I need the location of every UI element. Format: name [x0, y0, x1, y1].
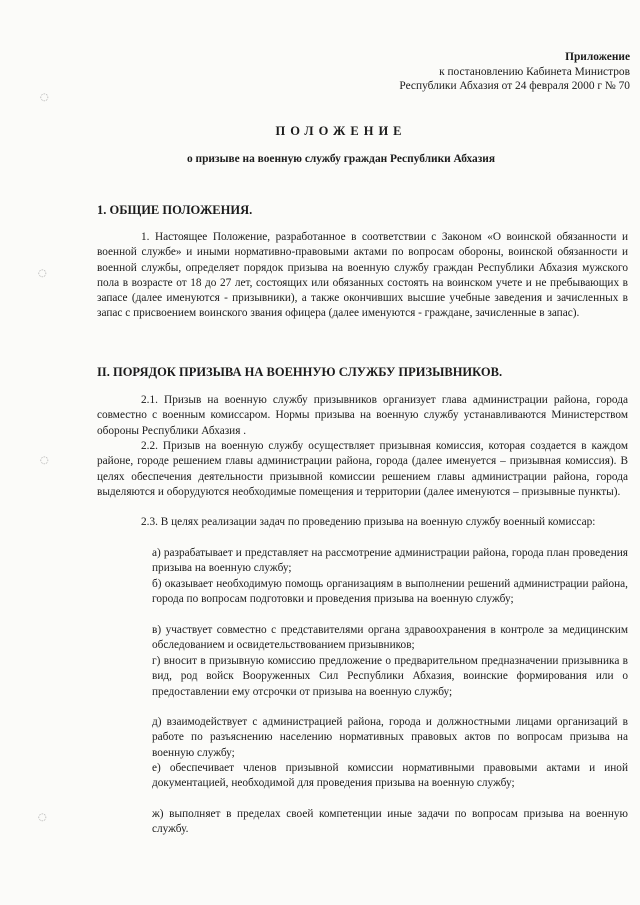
- margin-hole-mark: ◌: [38, 268, 47, 279]
- list-item-a: а) разрабатывает и представляет на рассмотрение администрации района, города план проведения призыва на военную службу;: [152, 547, 628, 575]
- margin-hole-mark: ◌: [38, 812, 47, 823]
- list-item-e: е) обеспечивает членов призывной комиссии нормативными правовыми актами и иной документацией, необходимой для проведения призыва на военную службу;: [152, 762, 628, 790]
- list-item-b: б) оказывает необходимую помощь организациям в выполнении решений администрации района, города по вопросам подготовки и проведения призыва на военную службу;: [152, 578, 628, 606]
- margin-hole-mark: ◌: [40, 455, 49, 466]
- annex-line-1: к постановлению Кабинета Министров: [439, 65, 630, 78]
- margin-hole-mark: ◌: [40, 92, 49, 103]
- list-item-v: в) участвует совместно с представителями органа здравоохранения в контроле за медицинским обследованием и освидетельствованием призывников;: [152, 624, 628, 652]
- annex-line-2: Республики Абхазия от 24 февраля 2000 г № 70: [399, 80, 630, 92]
- section-1-heading: 1. ОБЩИЕ ПОЛОЖЕНИЯ.: [97, 203, 253, 217]
- paragraph-2-3: 2.3. В целях реализации задач по проведению призыва на военную службу военный комиссар:: [141, 516, 596, 528]
- paragraph-2-2: 2.2. Призыв на военную службу осуществляет призывная комиссия, которая создается в каждом районе, городе решением главы администрации района, города (далее именуется – призывная комиссия). В целях обеспечения деятельности призывной комиссии решением главы администрации района, города выделяются и оборудуются необходимые помещения и территории (далее именуются – призывные пункты).: [97, 440, 628, 498]
- section-2-heading: II. ПОРЯДОК ПРИЗЫВА НА ВОЕННУЮ СЛУЖБУ ПРИЗЫВНИКОВ.: [97, 365, 503, 379]
- paragraph-2-1: 2.1. Призыв на военную службу призывников организует глава администрации района, города совместно с военным комиссаром. Нормы призыва на военную службу устанавливаются Министерством обороны Республики Абхазия .: [97, 394, 628, 437]
- list-item-d: д) взаимодействует с администрацией района, города и должностными лицами организаций в работе по разъяснению населению нормативных правовых актов по вопросам призыва на военную службу;: [152, 716, 628, 759]
- document-title: ПОЛОЖЕНИЕ: [275, 124, 407, 138]
- annex-block: [300, 50, 630, 94]
- document-subtitle: о призыве на военную службу граждан Республики Абхазия: [186, 153, 496, 165]
- list-item-zh: ж) выполняет в пределах своей компетенции иные задачи по вопросам призыва на военную службу.: [152, 808, 628, 836]
- section-1-paragraph: 1. Настоящее Положение, разработанное в соответствии с Законом «О воинской обязанности и военной службе» и иными нормативно-правовыми актами по вопросам обороны, воинской обязанности и военной службы, определяет порядок призыва на военную службу граждан Республики Абхазия мужского пола в возрасте от 18 до 27 лет, состоящих или обязанных состоять на воинском учете и не пребывающих в запасе (далее именуются - призывники), а также окончивших высшие учебные заведения и зачисленных в запас с присвоением воинского звания офицера (далее именуются - граждане, зачисленные в запас).: [97, 231, 628, 320]
- list-item-g: г) вносит в призывную комиссию предложение о предварительном предназначении призывника в вид, род войск Вооруженных Сил Республики Абхазия, воинские формирования или о предоставлении ему отсрочки от призыва на военную службу;: [152, 655, 628, 698]
- annex-heading: Приложение: [565, 51, 630, 63]
